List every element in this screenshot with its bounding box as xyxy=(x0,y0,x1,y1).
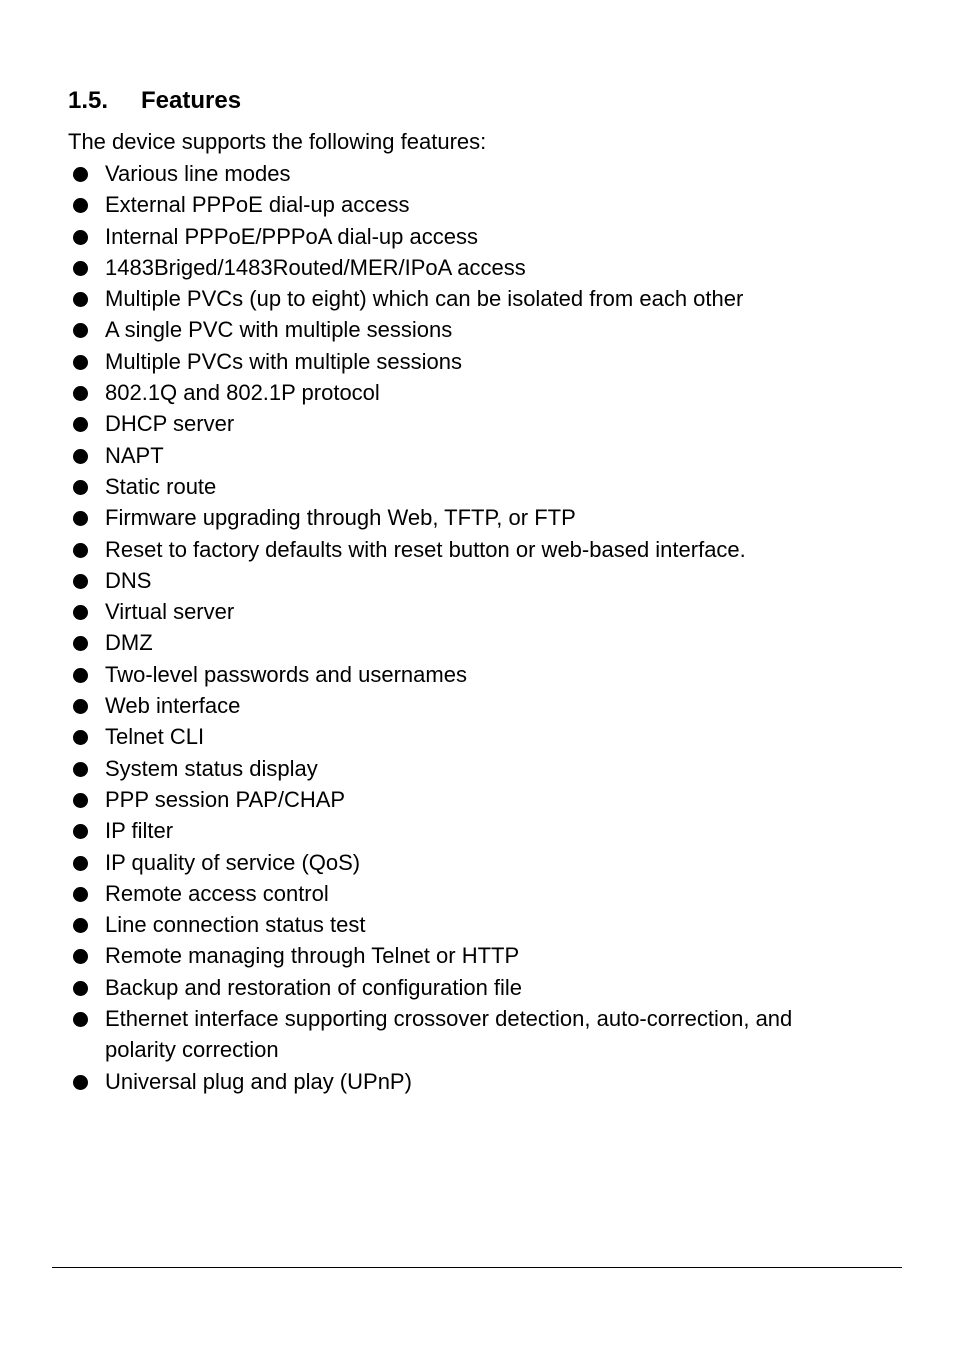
feature-item xyxy=(68,847,868,878)
bullet-icon xyxy=(73,668,88,683)
bullet-icon xyxy=(73,323,88,338)
feature-item xyxy=(68,189,868,220)
feature-item xyxy=(68,377,868,408)
feature-text: Static route xyxy=(105,473,217,499)
feature-item xyxy=(68,909,868,940)
bullet-icon xyxy=(73,1012,88,1027)
feature-item xyxy=(68,721,868,752)
feature-text: Internal PPPoE/PPPoA dial-up access xyxy=(105,223,478,249)
feature-text: 802.1Q and 802.1P protocol xyxy=(105,380,380,406)
feature-item xyxy=(68,627,868,658)
feature-item xyxy=(68,440,868,471)
bullet-icon xyxy=(73,856,88,871)
feature-text: DMZ xyxy=(105,630,153,656)
bullet-icon xyxy=(73,386,88,401)
bullet-icon xyxy=(73,887,88,902)
bullet-icon xyxy=(73,167,88,182)
feature-text: Universal plug and play (UPnP) xyxy=(105,1068,412,1094)
bullet-icon xyxy=(73,1075,88,1090)
feature-item xyxy=(68,753,868,784)
feature-text: IP quality of service (QoS) xyxy=(105,849,361,875)
feature-text: PPP session PAP/CHAP xyxy=(105,786,346,812)
feature-text: Two-level passwords and usernames xyxy=(105,661,467,687)
feature-item xyxy=(68,690,868,721)
feature-item xyxy=(68,408,868,439)
feature-item xyxy=(68,346,868,377)
bullet-icon xyxy=(73,824,88,839)
footer-divider xyxy=(52,1267,902,1268)
feature-text: Telnet CLI xyxy=(105,724,205,750)
feature-text: Web interface xyxy=(105,693,241,719)
feature-text: A single PVC with multiple sessions xyxy=(105,317,453,343)
feature-item xyxy=(68,1003,868,1066)
feature-text: System status display xyxy=(105,755,318,781)
bullet-icon xyxy=(73,636,88,651)
feature-item xyxy=(68,565,868,596)
feature-text: Ethernet interface supporting crossover detection, auto-correction, and polarity correction xyxy=(105,1006,793,1063)
feature-item xyxy=(68,252,868,283)
feature-item xyxy=(68,972,868,1003)
bullet-icon xyxy=(73,261,88,276)
bullet-icon xyxy=(73,918,88,933)
bullet-icon xyxy=(73,230,88,245)
bullet-icon xyxy=(73,449,88,464)
feature-text: Remote managing through Telnet or HTTP xyxy=(105,943,520,969)
section-number: 1.5. xyxy=(68,87,109,114)
feature-item xyxy=(68,659,868,690)
feature-list xyxy=(68,158,868,1097)
bullet-icon xyxy=(73,417,88,432)
feature-text: Multiple PVCs (up to eight) which can be isolated from each other xyxy=(105,286,744,312)
bullet-icon xyxy=(73,574,88,589)
bullet-icon xyxy=(73,480,88,495)
bullet-icon xyxy=(73,981,88,996)
feature-item xyxy=(68,283,868,314)
feature-item xyxy=(68,471,868,502)
intro-text: The device supports the following features: xyxy=(68,129,487,154)
feature-item xyxy=(68,534,868,565)
feature-item xyxy=(68,815,868,846)
feature-text: Remote access control xyxy=(105,880,329,906)
feature-text: Multiple PVCs with multiple sessions xyxy=(105,348,463,374)
feature-text: DNS xyxy=(105,567,152,593)
feature-text: IP filter xyxy=(105,818,174,844)
bullet-icon xyxy=(73,949,88,964)
feature-text: Line connection status test xyxy=(105,912,366,938)
feature-text: 1483Briged/1483Routed/MER/IPoA access xyxy=(105,254,526,280)
bullet-icon xyxy=(73,793,88,808)
feature-text: NAPT xyxy=(105,442,164,468)
feature-text: Virtual server xyxy=(105,599,235,625)
feature-text: Various line modes xyxy=(105,161,291,186)
feature-item xyxy=(68,878,868,909)
feature-item xyxy=(68,221,868,252)
feature-text: Reset to factory defaults with reset button or web-based interface. xyxy=(105,536,746,562)
section-title: Features xyxy=(141,87,242,114)
bullet-icon xyxy=(73,543,88,558)
bullet-icon xyxy=(73,198,88,213)
feature-text: DHCP server xyxy=(105,411,235,437)
feature-item xyxy=(68,784,868,815)
feature-text: Backup and restoration of configuration file xyxy=(105,974,523,1000)
bullet-icon xyxy=(73,605,88,620)
feature-item xyxy=(68,158,868,189)
bullet-icon xyxy=(73,511,88,526)
feature-text: External PPPoE dial-up access xyxy=(105,192,410,218)
bullet-icon xyxy=(73,762,88,777)
bullet-icon xyxy=(73,699,88,714)
bullet-icon xyxy=(73,292,88,307)
feature-item xyxy=(68,940,868,971)
feature-item xyxy=(68,1066,868,1097)
feature-text: Firmware upgrading through Web, TFTP, or FTP xyxy=(105,505,576,531)
feature-item xyxy=(68,314,868,345)
bullet-icon xyxy=(73,355,88,370)
bullet-icon xyxy=(73,730,88,745)
feature-item xyxy=(68,502,868,533)
feature-item xyxy=(68,596,868,627)
section-heading xyxy=(68,84,241,118)
